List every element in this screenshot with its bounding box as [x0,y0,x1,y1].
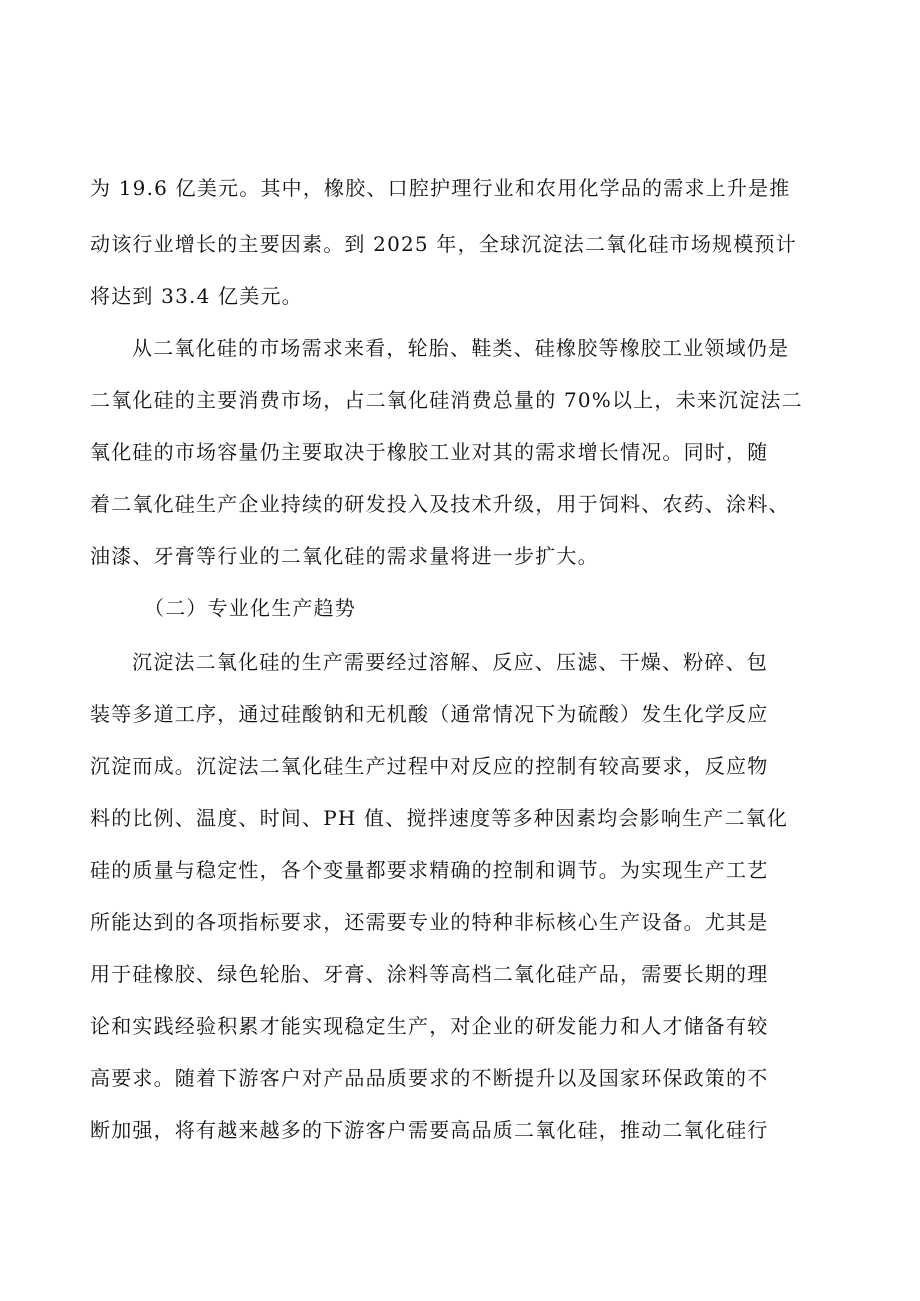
text-line: 硅的质量与稳定性，各个变量都要求精确的控制和调节。为实现生产工艺 [90,858,769,882]
text-line: 高要求。随着下游客户对产品品质要求的不断提升以及国家环保政策的不 [90,1066,769,1090]
text-line: 沉淀法二氧化硅的生产需要经过溶解、反应、压滤、干燥、粉碎、包 [132,650,768,674]
text-line: 沉淀而成。沉淀法二氧化硅生产过程中对反应的控制有较高要求，反应物 [90,754,769,778]
section-heading: （二）专业化生产趋势 [144,596,356,620]
text-line: 着二氧化硅生产企业持续的研发投入及技术升级，用于饲料、农药、涂料、 [90,492,790,516]
text-line: 二氧化硅的主要消费市场，占二氧化硅消费总量的 70%以上，未来沉淀法二 [90,388,803,412]
text-line: 所能达到的各项指标要求，还需要专业的特种非标核心生产设备。尤其是 [90,910,769,934]
text-line: 将达到 33.4 亿美元。 [90,284,303,308]
text-line: 用于硅橡胶、绿色轮胎、牙膏、涂料等高档二氧化硅产品，需要长期的理 [90,962,769,986]
text-line: 氧化硅的市场容量仍主要取决于橡胶工业对其的需求增长情况。同时，随 [90,440,769,464]
text-line: 为 19.6 亿美元。其中，橡胶、口腔护理行业和农用化学品的需求上升是推 [90,176,791,200]
text-line: 论和实践经验积累才能实现稳定生产，对企业的研发能力和人才储备有较 [90,1014,769,1038]
text-line: 从二氧化硅的市场需求来看，轮胎、鞋类、硅橡胶等橡胶工业领域仍是 [132,336,790,360]
text-line: 料的比例、温度、时间、PH 值、搅拌速度等多种因素均会影响生产二氧化 [90,806,789,830]
text-line: 油漆、牙膏等行业的二氧化硅的需求量将进一步扩大。 [90,544,599,568]
text-line: 装等多道工序，通过硅酸钠和无机酸（通常情况下为硫酸）发生化学反应 [90,702,769,726]
text-line: 动该行业增长的主要因素。到 2025 年，全球沉淀法二氧化硅市场规模预计 [90,232,797,256]
text-line: 断加强，将有越来越多的下游客户需要高品质二氧化硅，推动二氧化硅行 [90,1118,769,1142]
